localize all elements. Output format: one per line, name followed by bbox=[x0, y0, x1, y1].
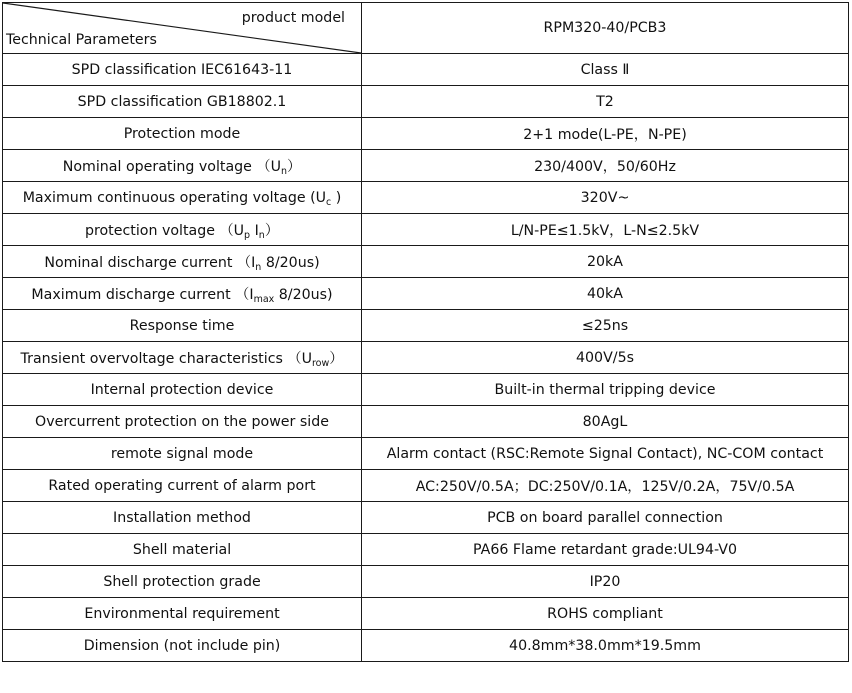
parameter-name: Rated operating current of alarm port bbox=[3, 470, 362, 502]
parameter-value: IP20 bbox=[362, 566, 849, 598]
parameter-subscript: c bbox=[326, 196, 332, 208]
table-row bbox=[3, 534, 849, 566]
parameter-text: protection voltage （U bbox=[84, 222, 245, 239]
table-row bbox=[3, 214, 849, 246]
parameter-value: Alarm contact (RSC:Remote Signal Contact), NC-COM contact bbox=[362, 438, 849, 470]
parameter-text: Maximum discharge current （I bbox=[31, 286, 254, 303]
parameter-text: ） bbox=[287, 158, 302, 175]
table-row bbox=[3, 246, 849, 278]
parameter-text: Nominal operating voltage （U bbox=[62, 158, 281, 175]
table-row bbox=[3, 502, 849, 534]
parameter-name bbox=[3, 342, 362, 374]
parameter-name: Environmental requirement bbox=[3, 598, 362, 630]
parameter-text: Transient overvoltage characteristics （U bbox=[20, 350, 312, 367]
parameter-value: 80AgL bbox=[362, 406, 849, 438]
parameter-name: remote signal mode bbox=[3, 438, 362, 470]
parameter-text: I bbox=[250, 222, 259, 239]
parameter-text: ） bbox=[329, 350, 344, 367]
parameter-name: SPD classification IEC61643-11 bbox=[3, 54, 362, 86]
product-model-label: product model bbox=[241, 10, 345, 26]
table-row bbox=[3, 566, 849, 598]
parameter-value: 40kA bbox=[362, 278, 849, 310]
diagonal-header-cell bbox=[3, 3, 362, 54]
parameter-name: Protection mode bbox=[3, 118, 362, 150]
model-cell: RPM320-40/PCB3 bbox=[362, 3, 849, 54]
table-row bbox=[3, 54, 849, 86]
header-row bbox=[3, 3, 849, 54]
technical-parameters-label: Technical Parameters bbox=[6, 32, 157, 48]
parameter-value: PA66 Flame retardant grade:UL94-V0 bbox=[362, 534, 849, 566]
parameter-name: Response time bbox=[3, 310, 362, 342]
parameter-name: Dimension (not include pin) bbox=[3, 630, 362, 662]
table-row bbox=[3, 630, 849, 662]
parameter-subscript: p bbox=[244, 229, 251, 241]
parameter-value: Class Ⅱ bbox=[362, 54, 849, 86]
parameter-name: Shell material bbox=[3, 534, 362, 566]
table-row bbox=[3, 86, 849, 118]
parameter-text: Nominal discharge current （I bbox=[44, 254, 256, 271]
parameter-text: ) bbox=[331, 189, 342, 206]
parameter-value: 20kA bbox=[362, 246, 849, 278]
parameter-name: Installation method bbox=[3, 502, 362, 534]
table-row bbox=[3, 438, 849, 470]
parameter-name bbox=[3, 150, 362, 182]
parameter-name bbox=[3, 182, 362, 214]
table-row bbox=[3, 470, 849, 502]
parameter-text: 8/20us) bbox=[274, 286, 333, 303]
parameter-name bbox=[3, 278, 362, 310]
spec-table bbox=[2, 2, 849, 662]
table-row bbox=[3, 118, 849, 150]
parameter-name: Internal protection device bbox=[3, 374, 362, 406]
parameter-name: Shell protection grade bbox=[3, 566, 362, 598]
table-row bbox=[3, 598, 849, 630]
parameter-name bbox=[3, 246, 362, 278]
parameter-text: ） bbox=[264, 222, 280, 239]
parameter-text: 8/20us) bbox=[261, 254, 320, 271]
parameter-value: 400V/5s bbox=[362, 342, 849, 374]
table-row bbox=[3, 150, 849, 182]
parameter-name: Overcurrent protection on the power side bbox=[3, 406, 362, 438]
table-row bbox=[3, 342, 849, 374]
parameter-value: 2+1 mode(L-PE，N-PE) bbox=[362, 118, 849, 150]
table-row bbox=[3, 374, 849, 406]
parameter-subscript: n bbox=[281, 165, 288, 177]
table-row bbox=[3, 182, 849, 214]
parameter-subscript: row bbox=[311, 357, 330, 369]
parameter-name: SPD classification GB18802.1 bbox=[3, 86, 362, 118]
parameter-value: AC:250V/0.5A；DC:250V/0.1A，125V/0.2A，75V/0.5A bbox=[362, 470, 849, 502]
table-row bbox=[3, 310, 849, 342]
parameter-subscript: n bbox=[255, 261, 262, 273]
parameter-value: 320V~ bbox=[362, 182, 849, 214]
parameter-value: Built-in thermal tripping device bbox=[362, 374, 849, 406]
parameter-value: 230/400V，50/60Hz bbox=[362, 150, 849, 182]
parameter-value: 40.8mm*38.0mm*19.5mm bbox=[362, 630, 849, 662]
parameter-name bbox=[3, 214, 362, 246]
parameter-value: PCB on board parallel connection bbox=[362, 502, 849, 534]
parameter-value: ROHS compliant bbox=[362, 598, 849, 630]
parameter-text: Maximum continuous operating voltage (U bbox=[22, 189, 327, 206]
table-row bbox=[3, 278, 849, 310]
parameter-value: T2 bbox=[362, 86, 849, 118]
table-row bbox=[3, 406, 849, 438]
parameter-value: ≤25ns bbox=[362, 310, 849, 342]
parameter-value: L/N-PE≤1.5kV，L-N≤2.5kV bbox=[362, 214, 849, 246]
parameter-subscript: max bbox=[253, 293, 275, 305]
parameter-subscript: n bbox=[258, 229, 265, 241]
